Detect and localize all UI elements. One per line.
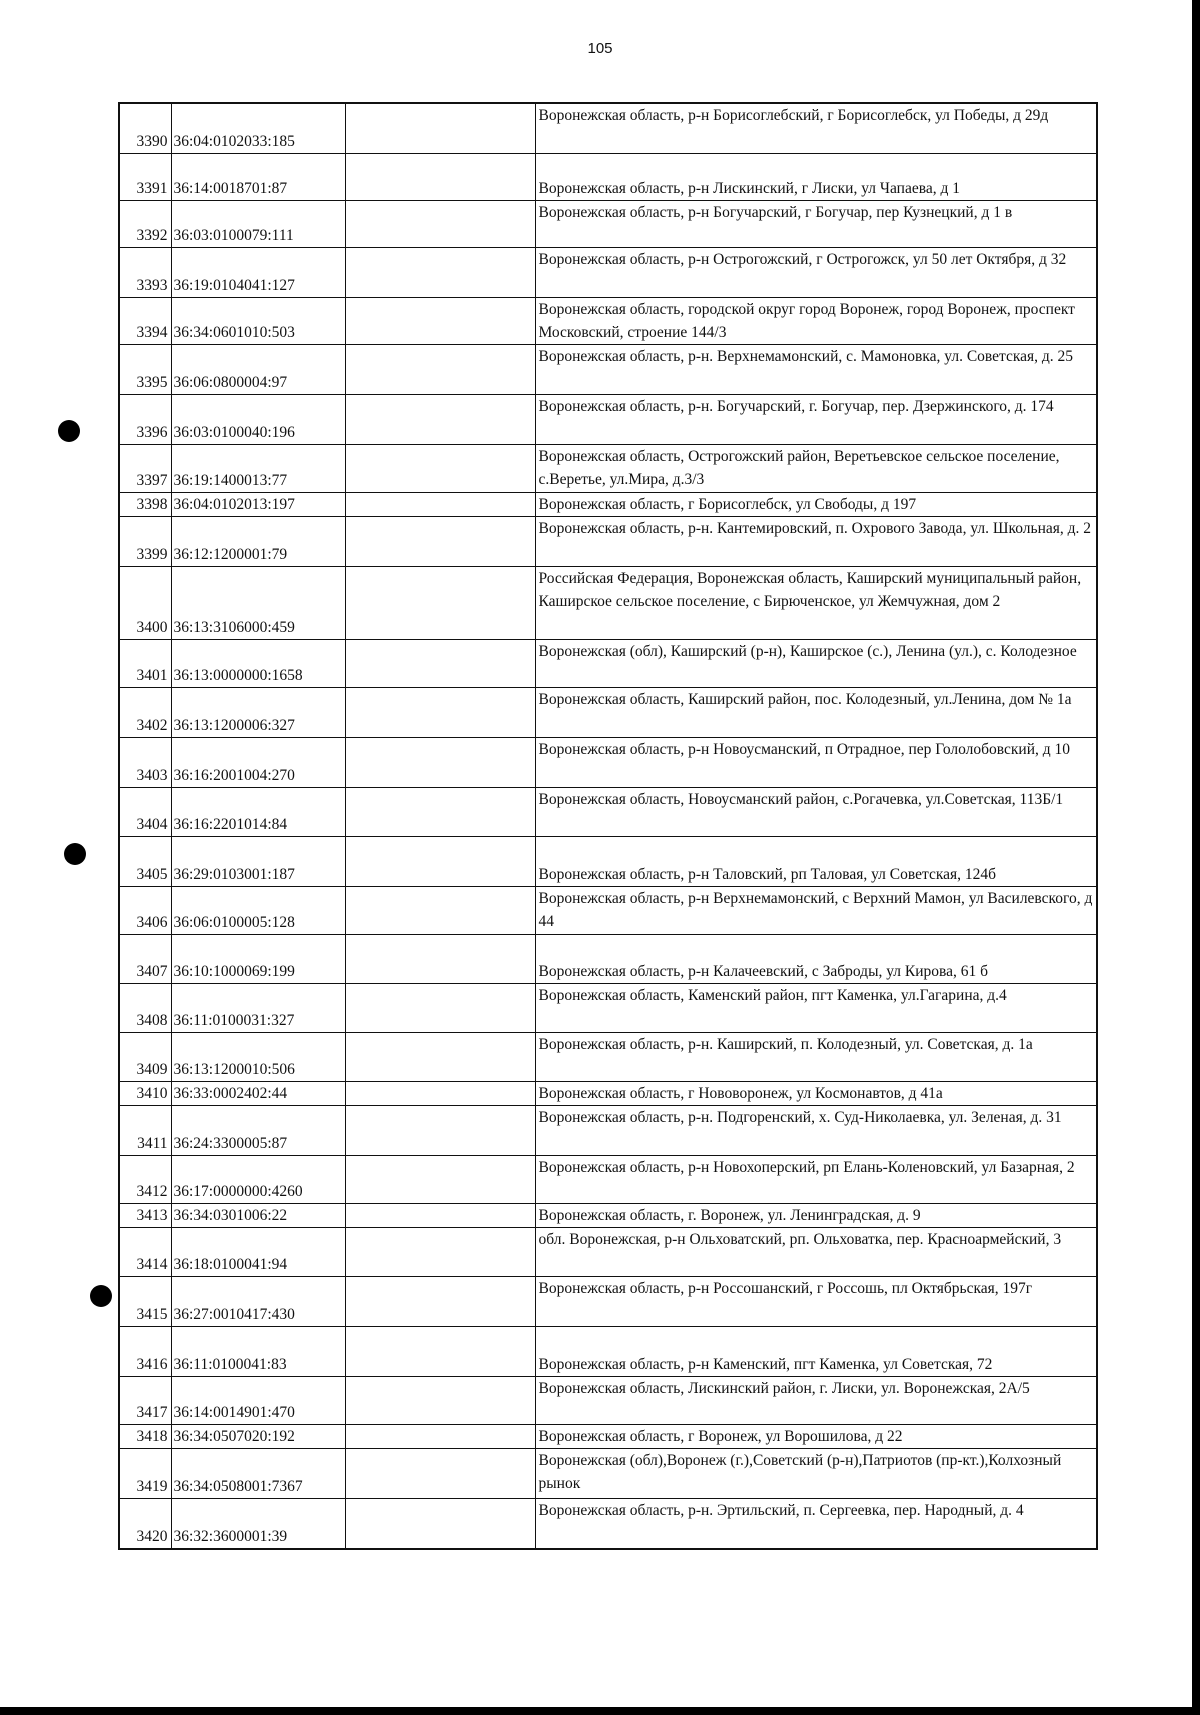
- address: Воронежская область, р-н Новоусманский, п Отрадное, пер Гололобовский, д 10: [535, 737, 1097, 787]
- cadastral-number: 36:16:2001004:270: [171, 737, 345, 787]
- table-row: [119, 1227, 1097, 1276]
- empty-cell: [345, 492, 535, 516]
- address: Воронежская область, г. Воронеж, ул. Ленинградская, д. 9: [535, 1203, 1097, 1227]
- address: Воронежская область, р-н. Каширский, п. Колодезный, ул. Советская, д. 1а: [535, 1032, 1097, 1081]
- row-number: 3392: [119, 200, 171, 247]
- address: Воронежская область, Новоусманский район, с.Рогачевка, ул.Советская, 113Б/1: [535, 787, 1097, 836]
- row-number: 3393: [119, 247, 171, 297]
- empty-cell: [345, 344, 535, 394]
- cadastral-number: 36:18:0100041:94: [171, 1227, 345, 1276]
- register-table: [118, 102, 1098, 1550]
- table-row: [119, 516, 1097, 566]
- empty-cell: [345, 200, 535, 247]
- cadastral-number: 36:12:1200001:79: [171, 516, 345, 566]
- cadastral-number: 36:14:0014901:470: [171, 1376, 345, 1424]
- cadastral-number: 36:14:0018701:87: [171, 153, 345, 200]
- table-row: [119, 639, 1097, 687]
- address: Воронежская область, Острогожский район, Веретьевское сельское поселение, с.Веретье, ул.Мира, д.3/3: [535, 444, 1097, 492]
- cadastral-number: 36:11:0100031:327: [171, 983, 345, 1032]
- row-number: 3400: [119, 566, 171, 639]
- row-number: 3398: [119, 492, 171, 516]
- table-row: [119, 297, 1097, 344]
- table-row: [119, 1448, 1097, 1498]
- table-row: [119, 103, 1097, 153]
- address: Воронежская область, Каширский район, пос. Колодезный, ул.Ленина, дом № 1а: [535, 687, 1097, 737]
- address: Воронежская область, р-н Верхнемамонский, с Верхний Мамон, ул Василевского, д 44: [535, 886, 1097, 934]
- scan-edge-right: [1192, 0, 1200, 1715]
- table-row: [119, 1376, 1097, 1424]
- table-row: [119, 247, 1097, 297]
- cadastral-number: 36:11:0100041:83: [171, 1326, 345, 1376]
- cadastral-number: 36:03:0100040:196: [171, 394, 345, 444]
- table-row: [119, 1276, 1097, 1326]
- empty-cell: [345, 1376, 535, 1424]
- cadastral-number: 36:32:3600001:39: [171, 1498, 345, 1549]
- table-row: [119, 1155, 1097, 1203]
- empty-cell: [345, 787, 535, 836]
- row-number: 3395: [119, 344, 171, 394]
- cadastral-number: 36:34:0301006:22: [171, 1203, 345, 1227]
- cadastral-number: 36:27:0010417:430: [171, 1276, 345, 1326]
- empty-cell: [345, 1227, 535, 1276]
- table-row: [119, 1326, 1097, 1376]
- address: Воронежская область, р-н Россошанский, г Россошь, пл Октябрьская, 197г: [535, 1276, 1097, 1326]
- empty-cell: [345, 1081, 535, 1105]
- row-number: 3394: [119, 297, 171, 344]
- empty-cell: [345, 1326, 535, 1376]
- empty-cell: [345, 1203, 535, 1227]
- address: обл. Воронежская, р-н Ольховатский, рп. Ольховатка, пер. Красноармейский, 3: [535, 1227, 1097, 1276]
- table-row: [119, 394, 1097, 444]
- empty-cell: [345, 836, 535, 886]
- cadastral-number: 36:10:1000069:199: [171, 934, 345, 983]
- cadastral-number: 36:13:1200006:327: [171, 687, 345, 737]
- address: Воронежская область, р-н Острогожский, г Острогожск, ул 50 лет Октября, д 32: [535, 247, 1097, 297]
- row-number: 3405: [119, 836, 171, 886]
- punch-hole-3: [90, 1285, 112, 1307]
- row-number: 3408: [119, 983, 171, 1032]
- table-row: [119, 836, 1097, 886]
- address: Воронежская область, р-н Каменский, пгт Каменка, ул Советская, 72: [535, 1326, 1097, 1376]
- row-number: 3409: [119, 1032, 171, 1081]
- address: Воронежская область, р-н. Эртильский, п. Сергеевка, пер. Народный, д. 4: [535, 1498, 1097, 1549]
- cadastral-number: 36:19:0104041:127: [171, 247, 345, 297]
- empty-cell: [345, 394, 535, 444]
- row-number: 3397: [119, 444, 171, 492]
- cadastral-number: 36:03:0100079:111: [171, 200, 345, 247]
- cadastral-number: 36:17:0000000:4260: [171, 1155, 345, 1203]
- row-number: 3410: [119, 1081, 171, 1105]
- empty-cell: [345, 886, 535, 934]
- row-number: 3399: [119, 516, 171, 566]
- row-number: 3416: [119, 1326, 171, 1376]
- row-number: 3420: [119, 1498, 171, 1549]
- address: Воронежская (обл),Воронеж (г.),Советский (р-н),Патриотов (пр-кт.),Колхозный рынок: [535, 1448, 1097, 1498]
- row-number: 3412: [119, 1155, 171, 1203]
- table-row: [119, 1081, 1097, 1105]
- table-row: [119, 983, 1097, 1032]
- table-row: [119, 344, 1097, 394]
- empty-cell: [345, 934, 535, 983]
- cadastral-number: 36:29:0103001:187: [171, 836, 345, 886]
- address: Воронежская область, р-н. Кантемировский, п. Охрового Завода, ул. Школьная, д. 2: [535, 516, 1097, 566]
- table-row: [119, 444, 1097, 492]
- cadastral-number: 36:13:3106000:459: [171, 566, 345, 639]
- address: Воронежская область, городской округ город Воронеж, город Воронеж, проспект Московский, строение 144/3: [535, 297, 1097, 344]
- row-number: 3391: [119, 153, 171, 200]
- row-number: 3407: [119, 934, 171, 983]
- empty-cell: [345, 1032, 535, 1081]
- cadastral-number: 36:16:2201014:84: [171, 787, 345, 836]
- table-row: [119, 1498, 1097, 1549]
- row-number: 3418: [119, 1424, 171, 1448]
- cadastral-number: 36:33:0002402:44: [171, 1081, 345, 1105]
- table-row: [119, 1424, 1097, 1448]
- address: Воронежская область, р-н Богучарский, г Богучар, пер Кузнецкий, д 1 в: [535, 200, 1097, 247]
- table-row: [119, 566, 1097, 639]
- empty-cell: [345, 103, 535, 153]
- table-row: [119, 153, 1097, 200]
- row-number: 3413: [119, 1203, 171, 1227]
- table-row: [119, 886, 1097, 934]
- empty-cell: [345, 983, 535, 1032]
- row-number: 3401: [119, 639, 171, 687]
- empty-cell: [345, 516, 535, 566]
- cadastral-number: 36:04:0102013:197: [171, 492, 345, 516]
- punch-hole-2: [64, 843, 86, 865]
- table-row: [119, 787, 1097, 836]
- empty-cell: [345, 1498, 535, 1549]
- cadastral-number: 36:06:0100005:128: [171, 886, 345, 934]
- empty-cell: [345, 153, 535, 200]
- empty-cell: [345, 1276, 535, 1326]
- empty-cell: [345, 687, 535, 737]
- page-number: 105: [587, 40, 613, 57]
- row-number: 3415: [119, 1276, 171, 1326]
- row-number: 3402: [119, 687, 171, 737]
- table-row: [119, 737, 1097, 787]
- address: Воронежская область, р-н Лискинский, г Лиски, ул Чапаева, д 1: [535, 153, 1097, 200]
- row-number: 3390: [119, 103, 171, 153]
- cadastral-number: 36:19:1400013:77: [171, 444, 345, 492]
- row-number: 3406: [119, 886, 171, 934]
- table-row: [119, 1032, 1097, 1081]
- table-row: [119, 687, 1097, 737]
- address: Воронежская область, р-н. Богучарский, г. Богучар, пер. Дзержинского, д. 174: [535, 394, 1097, 444]
- empty-cell: [345, 639, 535, 687]
- table-row: [119, 1105, 1097, 1155]
- table-row: [119, 492, 1097, 516]
- cadastral-number: 36:06:0800004:97: [171, 344, 345, 394]
- empty-cell: [345, 297, 535, 344]
- row-number: 3403: [119, 737, 171, 787]
- table-row: [119, 200, 1097, 247]
- address: Воронежская область, р-н Новохоперский, рп Елань-Коленовский, ул Базарная, 2: [535, 1155, 1097, 1203]
- address: Воронежская область, р-н Борисоглебский, г Борисоглебск, ул Победы, д 29д: [535, 103, 1097, 153]
- table-row: [119, 1203, 1097, 1227]
- row-number: 3396: [119, 394, 171, 444]
- row-number: 3417: [119, 1376, 171, 1424]
- cadastral-number: 36:24:3300005:87: [171, 1105, 345, 1155]
- cadastral-number: 36:34:0508001:7367: [171, 1448, 345, 1498]
- address: Воронежская область, р-н Таловский, рп Таловая, ул Советская, 124б: [535, 836, 1097, 886]
- address: Воронежская область, г Воронеж, ул Ворошилова, д 22: [535, 1424, 1097, 1448]
- cadastral-number: 36:04:0102033:185: [171, 103, 345, 153]
- table-row: [119, 934, 1097, 983]
- empty-cell: [345, 566, 535, 639]
- cadastral-number: 36:13:1200010:506: [171, 1032, 345, 1081]
- cadastral-number: 36:13:0000000:1658: [171, 639, 345, 687]
- row-number: 3414: [119, 1227, 171, 1276]
- address: Воронежская область, г Борисоглебск, ул Свободы, д 197: [535, 492, 1097, 516]
- cadastral-number: 36:34:0507020:192: [171, 1424, 345, 1448]
- empty-cell: [345, 1155, 535, 1203]
- row-number: 3404: [119, 787, 171, 836]
- punch-hole-1: [58, 420, 80, 442]
- scan-edge-bottom: [0, 1707, 1200, 1715]
- address: Российская Федерация, Воронежская область, Каширский муниципальный район, Каширское сельское поселение, с Бирюченское, ул Жемчужная, дом 2: [535, 566, 1097, 639]
- row-number: 3411: [119, 1105, 171, 1155]
- empty-cell: [345, 737, 535, 787]
- empty-cell: [345, 1424, 535, 1448]
- address: Воронежская (обл), Каширский (р-н), Каширское (с.), Ленина (ул.), с. Колодезное: [535, 639, 1097, 687]
- address: Воронежская область, г Нововоронеж, ул Космонавтов, д 41а: [535, 1081, 1097, 1105]
- address: Воронежская область, р-н. Верхнемамонский, с. Мамоновка, ул. Советская, д. 25: [535, 344, 1097, 394]
- address: Воронежская область, Лискинский район, г. Лиски, ул. Воронежская, 2А/5: [535, 1376, 1097, 1424]
- address: Воронежская область, р-н Калачеевский, с Заброды, ул Кирова, 61 б: [535, 934, 1097, 983]
- address: Воронежская область, Каменский район, пгт Каменка, ул.Гагарина, д.4: [535, 983, 1097, 1032]
- empty-cell: [345, 247, 535, 297]
- empty-cell: [345, 1105, 535, 1155]
- empty-cell: [345, 1448, 535, 1498]
- address: Воронежская область, р-н. Подгоренский, х. Суд-Николаевка, ул. Зеленая, д. 31: [535, 1105, 1097, 1155]
- row-number: 3419: [119, 1448, 171, 1498]
- empty-cell: [345, 444, 535, 492]
- cadastral-number: 36:34:0601010:503: [171, 297, 345, 344]
